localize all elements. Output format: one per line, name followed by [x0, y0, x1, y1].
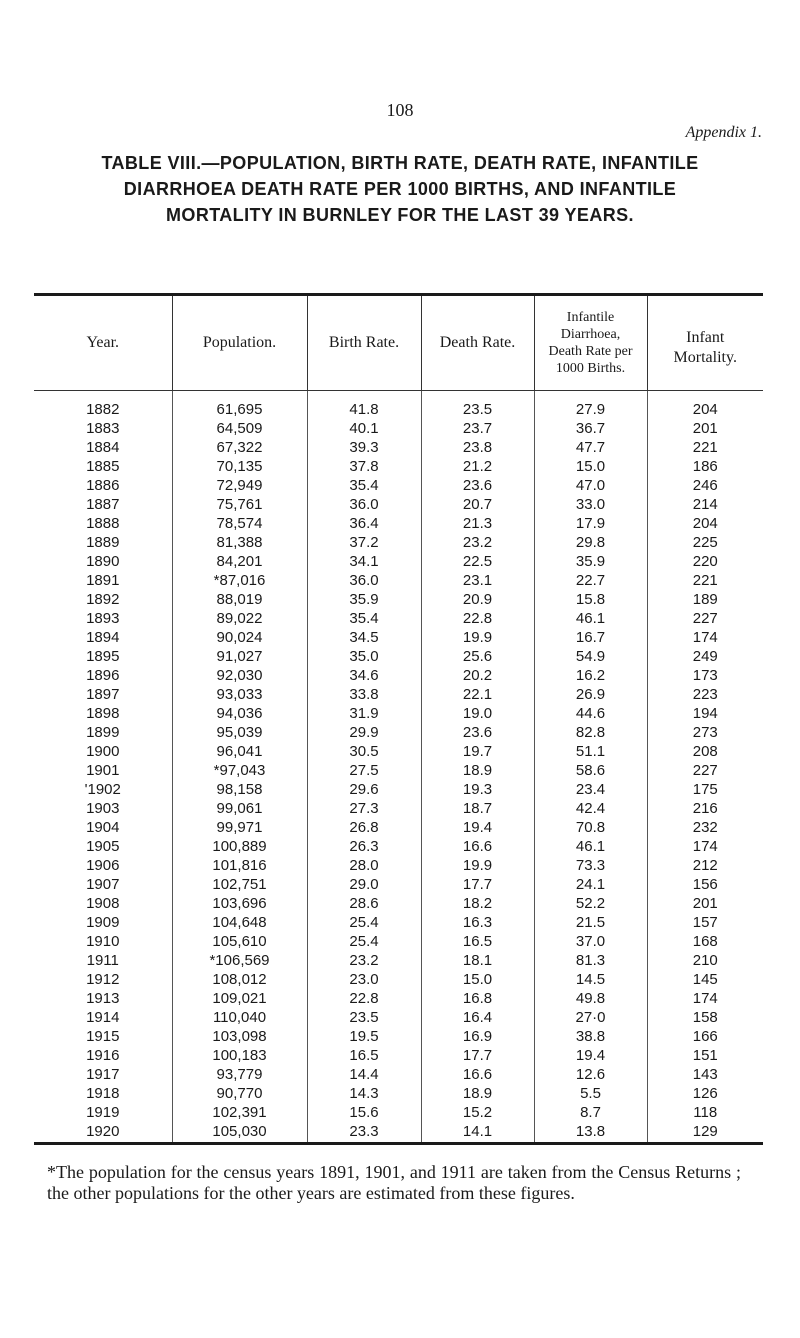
birth-rate-cell: 23.3 — [307, 1122, 421, 1142]
diarrhoea-rate-cell: 21.5 — [534, 913, 647, 932]
table-row — [34, 1122, 763, 1142]
population-cell: 94,036 — [172, 704, 307, 723]
infant-mortality-cell: 126 — [647, 1084, 763, 1103]
table-row — [34, 1084, 763, 1103]
table-row — [34, 723, 763, 742]
birth-rate-cell: 41.8 — [307, 391, 421, 420]
infant-mortality-cell: 225 — [647, 533, 763, 552]
birth-rate-cell: 29.0 — [307, 875, 421, 894]
infant-mortality-cell: 143 — [647, 1065, 763, 1084]
header-diarrhoea-death-rate — [534, 296, 647, 391]
infant-mortality-cell: 175 — [647, 780, 763, 799]
population-cell: 88,019 — [172, 590, 307, 609]
birth-rate-cell: 14.4 — [307, 1065, 421, 1084]
year-cell: 1883 — [86, 420, 120, 437]
infant-mortality-cell: 249 — [647, 647, 763, 666]
birth-rate-cell: 22.8 — [307, 989, 421, 1008]
infant-mortality-cell: 246 — [647, 476, 763, 495]
table-row — [34, 647, 763, 666]
year-cell: 1893 — [86, 610, 120, 627]
year-cell: 1912 — [86, 971, 120, 988]
diarrhoea-rate-cell: 47.0 — [534, 476, 647, 495]
year-cell: 1906 — [86, 857, 120, 874]
diarrhoea-rate-cell: 12.6 — [534, 1065, 647, 1084]
infant-mortality-cell: 212 — [647, 856, 763, 875]
population-cell: 99,971 — [172, 818, 307, 837]
population-cell: 93,779 — [172, 1065, 307, 1084]
birth-rate-cell: 40.1 — [307, 419, 421, 438]
death-rate-cell: 18.9 — [421, 1084, 534, 1103]
table-row — [34, 875, 763, 894]
year-cell: 1918 — [86, 1085, 120, 1102]
death-rate-cell: 23.6 — [421, 476, 534, 495]
diarrhoea-rate-cell: 17.9 — [534, 514, 647, 533]
death-rate-cell: 16.9 — [421, 1027, 534, 1046]
diarrhoea-rate-cell: 54.9 — [534, 647, 647, 666]
death-rate-cell: 17.7 — [421, 1046, 534, 1065]
population-cell: 103,696 — [172, 894, 307, 913]
population-cell: 105,610 — [172, 932, 307, 951]
infant-mortality-cell: 221 — [647, 438, 763, 457]
birth-rate-cell: 14.3 — [307, 1084, 421, 1103]
diarrhoea-rate-cell: 26.9 — [534, 685, 647, 704]
table-row — [34, 780, 763, 799]
table-row — [34, 590, 763, 609]
population-cell: 102,751 — [172, 875, 307, 894]
year-cell: 1914 — [86, 1009, 120, 1026]
death-rate-cell: 20.7 — [421, 495, 534, 514]
table-bottom-rule — [34, 1142, 763, 1145]
table-row — [34, 989, 763, 1008]
table-row — [34, 457, 763, 476]
table-title-line-3: MORTALITY IN BURNLEY FOR THE LAST 39 YEARS. — [166, 205, 634, 225]
death-rate-cell: 18.9 — [421, 761, 534, 780]
birth-rate-cell: 28.6 — [307, 894, 421, 913]
death-rate-cell: 23.6 — [421, 723, 534, 742]
population-cell: 110,040 — [172, 1008, 307, 1027]
death-rate-cell: 18.1 — [421, 951, 534, 970]
population-cell: 104,648 — [172, 913, 307, 932]
birth-rate-cell: 37.2 — [307, 533, 421, 552]
death-rate-cell: 19.9 — [421, 856, 534, 875]
year-cell: 1916 — [86, 1047, 120, 1064]
diarrhoea-rate-cell: 16.2 — [534, 666, 647, 685]
infant-mortality-cell: 210 — [647, 951, 763, 970]
appendix-label: Appendix 1. — [685, 124, 762, 141]
table-row — [34, 1046, 763, 1065]
population-cell: 70,135 — [172, 457, 307, 476]
header-diarrhoea-line-3: Death Rate per — [548, 344, 633, 359]
table-row — [34, 799, 763, 818]
death-rate-cell: 19.7 — [421, 742, 534, 761]
infant-mortality-cell: 221 — [647, 571, 763, 590]
infant-mortality-cell: 174 — [647, 837, 763, 856]
year-cell: 1920 — [86, 1123, 120, 1140]
birth-rate-cell: 23.0 — [307, 970, 421, 989]
infant-mortality-cell: 156 — [647, 875, 763, 894]
birth-rate-cell: 15.6 — [307, 1103, 421, 1122]
header-infant-mortality — [647, 296, 763, 391]
diarrhoea-rate-cell: 73.3 — [534, 856, 647, 875]
diarrhoea-rate-cell: 46.1 — [534, 609, 647, 628]
birth-rate-cell: 29.6 — [307, 780, 421, 799]
death-rate-cell: 23.5 — [421, 391, 534, 420]
year-cell: 1891 — [86, 572, 120, 589]
population-cell: 93,033 — [172, 685, 307, 704]
death-rate-cell: 14.1 — [421, 1122, 534, 1142]
infant-mortality-cell: 186 — [647, 457, 763, 476]
year-cell: 1889 — [86, 534, 120, 551]
diarrhoea-rate-cell: 5.5 — [534, 1084, 647, 1103]
year-cell: 1897 — [86, 686, 120, 703]
death-rate-cell: 19.0 — [421, 704, 534, 723]
year-cell: 1894 — [86, 629, 120, 646]
header-diarrhoea-line-1: Infantile — [566, 310, 615, 325]
table-row — [34, 704, 763, 723]
diarrhoea-rate-cell: 16.7 — [534, 628, 647, 647]
birth-rate-cell: 35.0 — [307, 647, 421, 666]
year-cell: 1886 — [86, 477, 120, 494]
table-row — [34, 894, 763, 913]
death-rate-cell: 21.2 — [421, 457, 534, 476]
year-cell: 1910 — [86, 933, 120, 950]
year-cell: 1887 — [86, 496, 120, 513]
population-cell: 84,201 — [172, 552, 307, 571]
table-row — [34, 1027, 763, 1046]
year-cell: 1892 — [86, 591, 120, 608]
birth-rate-cell: 33.8 — [307, 685, 421, 704]
table-row — [34, 476, 763, 495]
table-row — [34, 533, 763, 552]
diarrhoea-rate-cell: 36.7 — [534, 419, 647, 438]
birth-rate-cell: 35.4 — [307, 609, 421, 628]
population-cell: 61,695 — [172, 391, 307, 420]
year-cell: 1917 — [86, 1066, 120, 1083]
diarrhoea-rate-cell: 52.2 — [534, 894, 647, 913]
population-cell: 90,770 — [172, 1084, 307, 1103]
year-cell: 1903 — [86, 800, 120, 817]
population-cell: 101,816 — [172, 856, 307, 875]
infant-mortality-cell: 223 — [647, 685, 763, 704]
diarrhoea-rate-cell: 23.4 — [534, 780, 647, 799]
diarrhoea-rate-cell: 47.7 — [534, 438, 647, 457]
diarrhoea-rate-cell: 49.8 — [534, 989, 647, 1008]
year-cell: 1896 — [86, 667, 120, 684]
table-row — [34, 438, 763, 457]
year-cell: 1919 — [86, 1104, 120, 1121]
infant-mortality-cell: 201 — [647, 894, 763, 913]
death-rate-cell: 23.8 — [421, 438, 534, 457]
diarrhoea-rate-cell: 13.8 — [534, 1122, 647, 1142]
population-cell: 72,949 — [172, 476, 307, 495]
death-rate-cell: 16.6 — [421, 1065, 534, 1084]
diarrhoea-rate-cell: 42.4 — [534, 799, 647, 818]
header-year: Year. — [34, 296, 172, 391]
birth-rate-cell: 25.4 — [307, 913, 421, 932]
population-cell: 78,574 — [172, 514, 307, 533]
year-cell: 1898 — [86, 705, 120, 722]
infant-mortality-cell: 273 — [647, 723, 763, 742]
diarrhoea-rate-cell: 44.6 — [534, 704, 647, 723]
infant-mortality-cell: 194 — [647, 704, 763, 723]
table-row — [34, 1103, 763, 1122]
birth-rate-cell: 28.0 — [307, 856, 421, 875]
diarrhoea-rate-cell: 51.1 — [534, 742, 647, 761]
birth-rate-cell: 36.0 — [307, 571, 421, 590]
death-rate-cell: 16.8 — [421, 989, 534, 1008]
diarrhoea-rate-cell: 35.9 — [534, 552, 647, 571]
infant-mortality-cell: 189 — [647, 590, 763, 609]
table-row — [34, 761, 763, 780]
year-cell: 1909 — [86, 914, 120, 931]
death-rate-cell: 17.7 — [421, 875, 534, 894]
population-cell: 96,041 — [172, 742, 307, 761]
birth-rate-cell: 23.5 — [307, 1008, 421, 1027]
death-rate-cell: 25.6 — [421, 647, 534, 666]
population-cell: 95,039 — [172, 723, 307, 742]
year-cell: 1884 — [86, 439, 120, 456]
table-row — [34, 1008, 763, 1027]
death-rate-cell: 22.5 — [421, 552, 534, 571]
table-row — [34, 552, 763, 571]
infant-mortality-cell: 145 — [647, 970, 763, 989]
death-rate-cell: 19.4 — [421, 818, 534, 837]
death-rate-cell: 21.3 — [421, 514, 534, 533]
table-body — [34, 391, 763, 1143]
table-row — [34, 391, 763, 420]
population-cell: *87,016 — [172, 571, 307, 590]
year-cell: 1901 — [86, 762, 120, 779]
year-cell: 1899 — [86, 724, 120, 741]
population-cell: 100,889 — [172, 837, 307, 856]
birth-rate-cell: 34.5 — [307, 628, 421, 647]
birth-rate-cell: 34.6 — [307, 666, 421, 685]
table-row — [34, 571, 763, 590]
population-cell: *106,569 — [172, 951, 307, 970]
table-row — [34, 495, 763, 514]
death-rate-cell: 16.5 — [421, 932, 534, 951]
header-death-rate: Death Rate. — [421, 296, 534, 391]
page-number: 108 — [386, 100, 414, 120]
statistics-table — [34, 296, 763, 1142]
population-cell: 108,012 — [172, 970, 307, 989]
diarrhoea-rate-cell: 14.5 — [534, 970, 647, 989]
death-rate-cell: 18.2 — [421, 894, 534, 913]
table-row — [34, 742, 763, 761]
population-cell: 89,022 — [172, 609, 307, 628]
diarrhoea-rate-cell: 19.4 — [534, 1046, 647, 1065]
birth-rate-cell: 26.8 — [307, 818, 421, 837]
population-cell: 90,024 — [172, 628, 307, 647]
population-cell: 103,098 — [172, 1027, 307, 1046]
infant-mortality-cell: 158 — [647, 1008, 763, 1027]
year-cell: 1915 — [86, 1028, 120, 1045]
birth-rate-cell: 34.1 — [307, 552, 421, 571]
birth-rate-cell: 36.0 — [307, 495, 421, 514]
header-infant-line-1: Infant — [686, 329, 725, 346]
header-diarrhoea-line-2: Diarrhoea, — [560, 327, 621, 342]
birth-rate-cell: 36.4 — [307, 514, 421, 533]
year-cell: 1890 — [86, 553, 120, 570]
infant-mortality-cell: 204 — [647, 514, 763, 533]
infant-mortality-cell: 216 — [647, 799, 763, 818]
birth-rate-cell: 31.9 — [307, 704, 421, 723]
birth-rate-cell: 27.5 — [307, 761, 421, 780]
table-header-row — [34, 296, 763, 391]
infant-mortality-cell: 166 — [647, 1027, 763, 1046]
statistics-table-container — [34, 293, 763, 1145]
death-rate-cell: 23.7 — [421, 419, 534, 438]
birth-rate-cell: 25.4 — [307, 932, 421, 951]
year-cell: 1904 — [86, 819, 120, 836]
population-cell: 100,183 — [172, 1046, 307, 1065]
population-cell: 81,388 — [172, 533, 307, 552]
birth-rate-cell: 27.3 — [307, 799, 421, 818]
diarrhoea-rate-cell: 46.1 — [534, 837, 647, 856]
year-cell: 1908 — [86, 895, 120, 912]
population-cell: 99,061 — [172, 799, 307, 818]
year-cell: 1913 — [86, 990, 120, 1007]
infant-mortality-cell: 227 — [647, 609, 763, 628]
birth-rate-cell: 37.8 — [307, 457, 421, 476]
diarrhoea-rate-cell: 15.0 — [534, 457, 647, 476]
death-rate-cell: 19.9 — [421, 628, 534, 647]
table-row — [34, 951, 763, 970]
population-cell: 102,391 — [172, 1103, 307, 1122]
year-cell: 1907 — [86, 876, 120, 893]
birth-rate-cell: 26.3 — [307, 837, 421, 856]
header-birth-rate: Birth Rate. — [307, 296, 421, 391]
infant-mortality-cell: 220 — [647, 552, 763, 571]
population-cell: 98,158 — [172, 780, 307, 799]
death-rate-cell: 19.3 — [421, 780, 534, 799]
diarrhoea-rate-cell: 27·0 — [534, 1008, 647, 1027]
diarrhoea-rate-cell: 22.7 — [534, 571, 647, 590]
death-rate-cell: 18.7 — [421, 799, 534, 818]
table-row — [34, 913, 763, 932]
table-row — [34, 514, 763, 533]
population-cell: 64,509 — [172, 419, 307, 438]
infant-mortality-cell: 208 — [647, 742, 763, 761]
year-cell: '1902 — [84, 781, 121, 798]
table-row — [34, 419, 763, 438]
infant-mortality-cell: 174 — [647, 628, 763, 647]
death-rate-cell: 20.2 — [421, 666, 534, 685]
infant-mortality-cell: 173 — [647, 666, 763, 685]
infant-mortality-cell: 118 — [647, 1103, 763, 1122]
table-row — [34, 628, 763, 647]
birth-rate-cell: 23.2 — [307, 951, 421, 970]
diarrhoea-rate-cell: 82.8 — [534, 723, 647, 742]
diarrhoea-rate-cell: 37.0 — [534, 932, 647, 951]
table-title — [40, 150, 760, 228]
death-rate-cell: 22.8 — [421, 609, 534, 628]
population-cell: 91,027 — [172, 647, 307, 666]
header-infant-line-2: Mortality. — [673, 349, 737, 366]
infant-mortality-cell: 232 — [647, 818, 763, 837]
infant-mortality-cell: 204 — [647, 391, 763, 420]
table-row — [34, 856, 763, 875]
diarrhoea-rate-cell: 27.9 — [534, 391, 647, 420]
table-row — [34, 1065, 763, 1084]
birth-rate-cell: 35.4 — [307, 476, 421, 495]
table-row — [34, 609, 763, 628]
infant-mortality-cell: 151 — [647, 1046, 763, 1065]
year-cell: 1885 — [86, 458, 120, 475]
birth-rate-cell: 19.5 — [307, 1027, 421, 1046]
diarrhoea-rate-cell: 8.7 — [534, 1103, 647, 1122]
birth-rate-cell: 30.5 — [307, 742, 421, 761]
diarrhoea-rate-cell: 38.8 — [534, 1027, 647, 1046]
population-cell: 67,322 — [172, 438, 307, 457]
year-cell: 1882 — [86, 401, 120, 418]
death-rate-cell: 22.1 — [421, 685, 534, 704]
population-cell: 105,030 — [172, 1122, 307, 1142]
table-row — [34, 837, 763, 856]
death-rate-cell: 15.2 — [421, 1103, 534, 1122]
header-population: Population. — [172, 296, 307, 391]
population-cell: 92,030 — [172, 666, 307, 685]
infant-mortality-cell: 174 — [647, 989, 763, 1008]
infant-mortality-cell: 227 — [647, 761, 763, 780]
death-rate-cell: 15.0 — [421, 970, 534, 989]
death-rate-cell: 23.1 — [421, 571, 534, 590]
footnote: *The population for the census years 1891, 1901, and 1911 are taken from the Census Returns ; the other populations for the other years are estimated from these figures. — [47, 1162, 741, 1203]
year-cell: 1900 — [86, 743, 120, 760]
year-cell: 1895 — [86, 648, 120, 665]
diarrhoea-rate-cell: 15.8 — [534, 590, 647, 609]
death-rate-cell: 20.9 — [421, 590, 534, 609]
year-cell: 1905 — [86, 838, 120, 855]
infant-mortality-cell: 214 — [647, 495, 763, 514]
year-cell: 1888 — [86, 515, 120, 532]
diarrhoea-rate-cell: 70.8 — [534, 818, 647, 837]
birth-rate-cell: 16.5 — [307, 1046, 421, 1065]
diarrhoea-rate-cell: 33.0 — [534, 495, 647, 514]
birth-rate-cell: 39.3 — [307, 438, 421, 457]
population-cell: 75,761 — [172, 495, 307, 514]
infant-mortality-cell: 168 — [647, 932, 763, 951]
infant-mortality-cell: 201 — [647, 419, 763, 438]
year-cell: 1911 — [86, 952, 119, 969]
header-diarrhoea-line-4: 1000 Births. — [555, 361, 626, 376]
diarrhoea-rate-cell: 24.1 — [534, 875, 647, 894]
death-rate-cell: 23.2 — [421, 533, 534, 552]
table-row — [34, 685, 763, 704]
birth-rate-cell: 35.9 — [307, 590, 421, 609]
population-cell: *97,043 — [172, 761, 307, 780]
diarrhoea-rate-cell: 58.6 — [534, 761, 647, 780]
table-row — [34, 666, 763, 685]
table-row — [34, 818, 763, 837]
table-row — [34, 932, 763, 951]
infant-mortality-cell: 157 — [647, 913, 763, 932]
table-row — [34, 970, 763, 989]
birth-rate-cell: 29.9 — [307, 723, 421, 742]
death-rate-cell: 16.6 — [421, 837, 534, 856]
diarrhoea-rate-cell: 29.8 — [534, 533, 647, 552]
diarrhoea-rate-cell: 81.3 — [534, 951, 647, 970]
table-title-line-2: DIARRHOEA DEATH RATE PER 1000 BIRTHS, AND INFANTILE — [123, 179, 677, 199]
infant-mortality-cell: 129 — [647, 1122, 763, 1142]
death-rate-cell: 16.4 — [421, 1008, 534, 1027]
death-rate-cell: 16.3 — [421, 913, 534, 932]
population-cell: 109,021 — [172, 989, 307, 1008]
table-title-line-1: TABLE VIII.—POPULATION, BIRTH RATE, DEATH RATE, INFANTILE — [101, 153, 699, 173]
